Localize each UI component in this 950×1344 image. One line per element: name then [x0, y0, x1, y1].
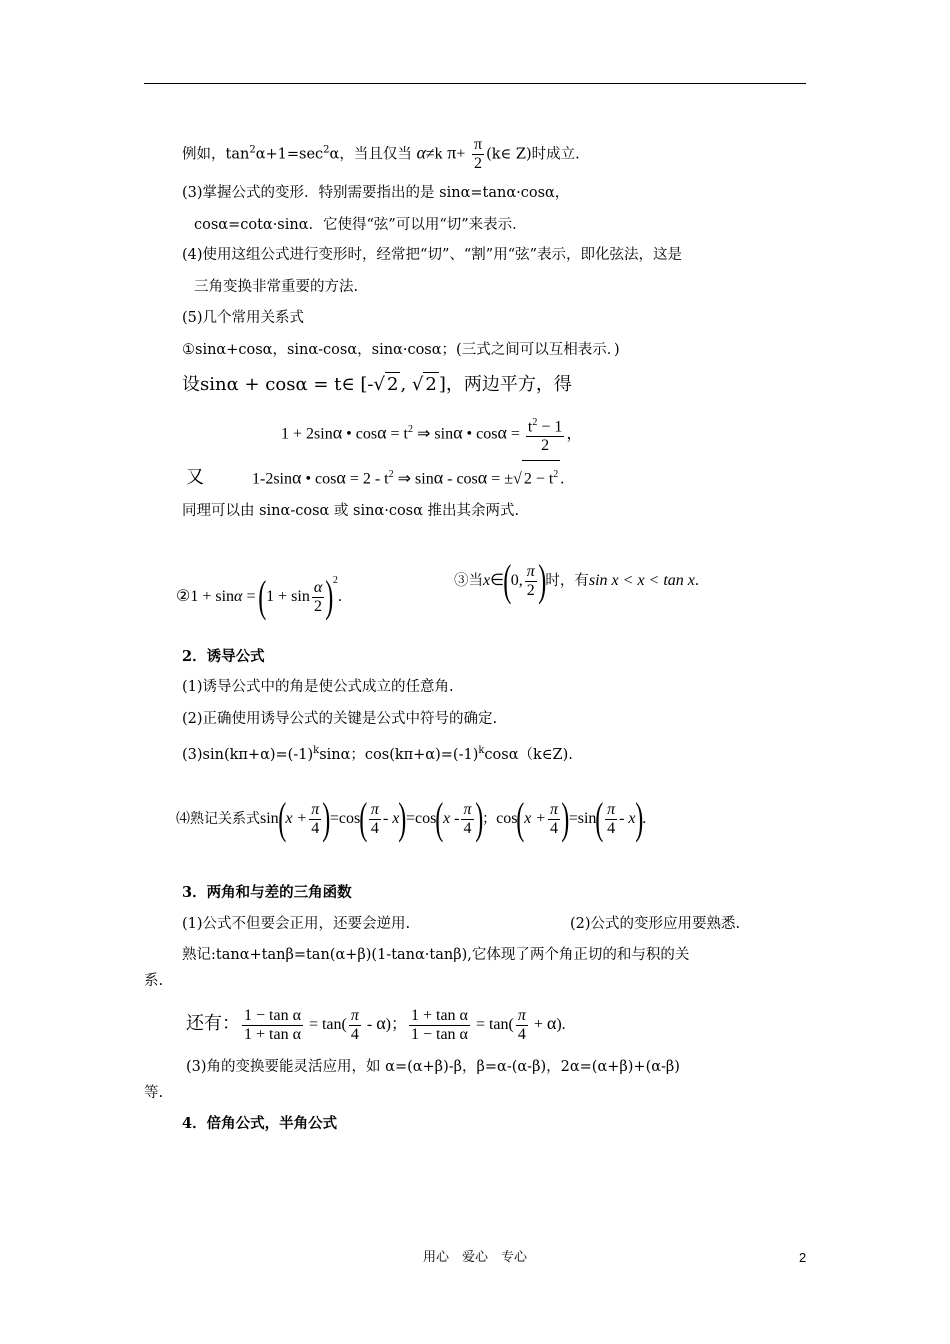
- superscript: 2: [553, 469, 559, 480]
- sqrt-radicand: 2: [387, 374, 399, 395]
- math-segment: x +: [285, 810, 308, 827]
- math-segment: sin x < x < tan x: [588, 572, 695, 589]
- fraction-denominator: 4: [517, 1025, 526, 1043]
- right-paren: ): [538, 556, 547, 606]
- paragraph-line: [182, 501, 519, 521]
- text-segment: 系.: [144, 973, 164, 989]
- text-segment: (2)公式的变形应用要熟悉.: [570, 916, 741, 932]
- pi-over-4-fraction: [309, 801, 321, 838]
- page-footer: 用心 爱心 专心: [422, 1250, 527, 1265]
- fraction-numerator: [526, 414, 564, 437]
- fraction-numerator: π: [526, 562, 535, 580]
- paragraph-line: [182, 183, 569, 203]
- math-segment: .: [642, 810, 647, 827]
- text-segment: 又: [186, 467, 204, 489]
- math-segment: - x: [619, 810, 636, 827]
- text-segment: (3)掌握公式的变形．特别需要指出的是 sinα=tanα·cosα，: [182, 185, 570, 201]
- superscript: 2: [323, 144, 330, 156]
- superscript: 2: [388, 469, 394, 480]
- superscript: k: [313, 745, 320, 756]
- math-segment: .: [337, 588, 342, 605]
- text-segment: (3)角的变换要能灵活应用，如 α=(α+β)-β，β=α-(α-β)，2α=(α+β)+(α-β): [186, 1059, 680, 1075]
- inequality-line: [454, 556, 699, 606]
- math-segment: ⇒ sin: [393, 470, 434, 488]
- right-paren: ): [474, 794, 483, 844]
- paragraph-line: [182, 340, 620, 360]
- math-segment: cos: [496, 810, 518, 827]
- pi-over-4-fraction: [461, 801, 473, 838]
- left-paren: (: [595, 794, 604, 844]
- math-segment: x +: [524, 810, 547, 827]
- paragraph-line: [194, 277, 358, 297]
- fraction-numerator: π: [607, 800, 616, 818]
- half-angle-identity-line: [176, 556, 342, 622]
- math-segment: =: [242, 588, 260, 605]
- fraction-denominator: 2: [314, 597, 323, 615]
- right-paren: ): [325, 572, 334, 622]
- pi-over-4-fraction: [516, 1007, 528, 1044]
- text-segment: α+1=sec: [255, 146, 324, 163]
- section-heading-2: [182, 647, 265, 667]
- paragraph-line: [182, 245, 682, 265]
- alpha-symbol: α: [336, 467, 346, 488]
- math-segment: - x: [382, 810, 400, 827]
- math-segment: =: [506, 425, 524, 443]
- paragraph-line: [182, 308, 304, 328]
- t-squared-fraction: [526, 414, 564, 455]
- superscript: 2: [332, 575, 338, 586]
- induction-formula-line: [182, 741, 573, 765]
- alpha-symbol: α: [332, 422, 343, 443]
- right-paren: ): [561, 794, 570, 844]
- text-segment: ①sinα+cosα，sinα-cosα，sinα·cosα；(三式之间可以互相表示．): [182, 342, 620, 358]
- text-segment: α，当且仅当: [329, 146, 412, 163]
- math-segment: 1-2sin: [252, 470, 292, 488]
- alpha-symbol: α: [234, 588, 243, 605]
- text-segment: cosα=cotα·sinα．它使得“弦”可以用“切”来表示．: [194, 217, 527, 233]
- fraction-numerator: 1 − tan α: [244, 1006, 301, 1024]
- pi-over-2-fraction: [472, 136, 484, 173]
- math-segment: = ±: [487, 470, 514, 488]
- fraction-denominator: 1 + tan α: [244, 1025, 301, 1043]
- alpha-symbol: α: [497, 422, 507, 443]
- fraction-numerator: π: [311, 800, 320, 818]
- alpha-symbol: α: [226, 374, 239, 395]
- alpha-symbol: α: [546, 1013, 557, 1033]
- fraction-denominator: 1 − tan α: [410, 1025, 468, 1043]
- math-segment: +: [456, 145, 466, 163]
- paragraph-line: [182, 677, 454, 697]
- text-segment: 熟记:tanα+tanβ=tan(α+β)(1-tanα·tanβ),它体现了两个角正切的和与积的关: [182, 947, 690, 963]
- fraction-denominator: 2: [541, 437, 550, 455]
- superscript: 2: [249, 144, 256, 156]
- fraction-numerator: π: [474, 136, 483, 153]
- paragraph-line: [182, 914, 410, 934]
- math-segment: .: [694, 572, 699, 589]
- header-rule: [144, 83, 806, 84]
- math-segment: =cos: [329, 810, 361, 827]
- math-segment: )；: [385, 1016, 407, 1033]
- math-segment: x -: [443, 810, 460, 827]
- fraction-denominator: 4: [550, 819, 559, 837]
- math-segment: +: [529, 1016, 547, 1033]
- text-segment: 等.: [144, 1085, 164, 1101]
- text-segment: + cos: [238, 374, 296, 395]
- paragraph-line: [144, 971, 163, 991]
- tan-sec-identity-line: [182, 136, 580, 173]
- alpha-symbol: α: [433, 467, 444, 488]
- tan-ratio-fraction: [242, 1007, 303, 1044]
- fraction-denominator: 4: [311, 819, 320, 837]
- text-segment: ]，两边平方，得: [438, 374, 572, 395]
- section-heading-3: [182, 883, 352, 903]
- paragraph-line: [194, 215, 527, 235]
- fraction-numerator: π: [550, 800, 559, 818]
- right-paren: ): [322, 794, 331, 844]
- pi-over-4-fraction: [369, 801, 381, 838]
- fraction-numerator: π: [463, 800, 472, 818]
- text-segment: 三角变换非常重要的方法.: [194, 279, 359, 295]
- fraction-denominator: 4: [350, 1025, 359, 1043]
- alpha-symbol: α: [295, 374, 308, 395]
- alpha-symbol: α: [416, 142, 426, 163]
- fraction-denominator: 4: [370, 819, 379, 837]
- alpha-symbol: α: [376, 1013, 386, 1033]
- text-segment: = t∈ [-: [307, 374, 374, 395]
- pi-over-2-fraction: [525, 563, 537, 600]
- tangent-ratio-line: [186, 1001, 566, 1047]
- page-number: 2: [799, 1250, 807, 1265]
- math-segment: • cos: [342, 425, 378, 443]
- text-segment: cosα（k∈Z).: [484, 746, 573, 763]
- left-paren: (: [516, 794, 525, 844]
- math-segment: ②1 + sin: [176, 588, 235, 605]
- text-segment: 同理可以由 sinα-cosα 或 sinα·cosα 推出其余两式.: [182, 503, 520, 519]
- text-segment: ,: [400, 374, 412, 395]
- text-segment: 还有：: [186, 1013, 240, 1034]
- text-segment: 例如，tan: [182, 146, 250, 163]
- cofunction-identity-line: [176, 794, 646, 844]
- math-segment: − 1: [537, 418, 563, 436]
- text-segment: (4)使用这组公式进行变形时，经常把“切”、“割”用“弦”表示，即化弦法，这是: [182, 247, 683, 263]
- text-segment: 设sin: [182, 374, 227, 395]
- left-paren: (: [277, 794, 287, 844]
- math-segment: 2 − t: [523, 470, 554, 488]
- text-segment: sinα；cos(kπ+α)=(-1): [319, 746, 479, 763]
- math-segment: ).: [556, 1016, 566, 1033]
- math-segment: - cos: [443, 470, 478, 488]
- heading-text: 2．诱导公式: [182, 648, 265, 665]
- fraction-numerator: 1 + tan α: [410, 1006, 468, 1024]
- text-segment: (2)正确使用诱导公式的关键是公式中符号的确定.: [182, 711, 498, 727]
- heading-text: 3．两角和与差的三角函数: [182, 884, 352, 901]
- math-segment: • cos: [301, 470, 337, 488]
- alpha-symbol: α: [377, 422, 387, 443]
- math-segment: 1 + 2sin: [281, 425, 333, 443]
- math-segment: sin: [260, 810, 279, 827]
- text-segment: 时，有: [545, 573, 589, 589]
- paragraph-line: [570, 914, 740, 934]
- text-segment: ③当: [454, 573, 483, 589]
- alpha-symbol: α: [292, 467, 302, 488]
- math-segment: =sin: [568, 810, 597, 827]
- text-segment: (k∈ Z)时成立.: [486, 146, 580, 163]
- math-segment: ⇒ sin: [412, 425, 454, 443]
- alpha-symbol: α: [453, 422, 463, 443]
- sqrt-radicand: 2: [425, 374, 437, 395]
- right-paren: ): [634, 794, 643, 844]
- fraction-denominator: 4: [463, 819, 472, 837]
- fraction-numerator: α: [313, 578, 323, 596]
- difference-equation-line: 又 1-2sinα • $\cos\alpha = 2 - t^2$ ⇒ sinα - cosα = ±√ $2 - t^2$ .: [186, 460, 564, 493]
- paragraph-line: [182, 945, 689, 965]
- superscript: 2: [407, 424, 413, 435]
- math-segment: ∈: [490, 572, 505, 589]
- tan-ratio-fraction: [409, 1007, 470, 1044]
- math-segment: 1 + sin: [266, 588, 310, 605]
- math-segment: .: [560, 470, 565, 488]
- text-segment: ⑷熟记关系式: [176, 811, 260, 827]
- pi-over-4-fraction: [349, 1007, 361, 1044]
- math-segment: t: [527, 418, 533, 436]
- math-segment: 0,: [510, 572, 523, 589]
- math-segment: ≠k: [425, 145, 443, 163]
- text-segment: (5)几个常用关系式: [182, 310, 305, 326]
- math-segment: = tan(: [471, 1016, 514, 1033]
- text-segment: (1)公式不但要会正用，还要会逆用.: [182, 916, 411, 932]
- heading-text: 4．倍角公式，半角公式: [182, 1115, 338, 1132]
- text-segment: (3)sin(kπ+α)=(-1): [182, 746, 314, 763]
- math-segment: = t: [386, 425, 408, 443]
- left-paren: (: [359, 794, 368, 844]
- pi-over-4-fraction: [548, 801, 560, 838]
- alpha-symbol: α: [477, 467, 488, 488]
- fraction-denominator: 2: [526, 581, 535, 599]
- fraction-numerator: π: [370, 800, 379, 818]
- superscript: 2: [532, 417, 538, 428]
- math-segment: =cos: [406, 810, 437, 827]
- right-paren: ): [398, 794, 407, 844]
- fraction-numerator: π: [517, 1006, 526, 1024]
- math-segment: ，: [566, 425, 583, 443]
- squared-equation-line: [281, 410, 582, 455]
- substitution-line: 设sinα + cosα = t∈ [-√ 2 , √ 2 ]，两边平方，得: [182, 374, 572, 395]
- text-segment: (1)诱导公式中的角是使公式成立的任意角.: [182, 679, 454, 695]
- fraction-numerator: π: [350, 1006, 359, 1024]
- paragraph-line: [182, 709, 497, 729]
- section-heading-4: [182, 1114, 337, 1134]
- sqrt-radicand: [522, 460, 560, 493]
- left-paren: (: [503, 556, 512, 606]
- alpha-over-2-fraction: [312, 579, 324, 616]
- fraction-denominator: 2: [474, 155, 483, 172]
- math-segment: -: [362, 1016, 377, 1033]
- pi-symbol: π: [447, 142, 457, 163]
- paragraph-line: [144, 1083, 163, 1103]
- paragraph-line: [186, 1057, 680, 1077]
- left-paren: (: [258, 572, 267, 622]
- pi-over-4-fraction: [605, 801, 617, 838]
- fraction-denominator: 4: [607, 819, 616, 837]
- superscript: k: [478, 745, 485, 756]
- math-segment: = tan(: [304, 1016, 347, 1033]
- math-segment: • cos: [462, 425, 498, 443]
- text-segment: ；: [482, 811, 497, 827]
- left-paren: (: [435, 794, 444, 844]
- math-segment: x: [483, 572, 491, 589]
- math-segment: = 2 - t: [345, 470, 389, 488]
